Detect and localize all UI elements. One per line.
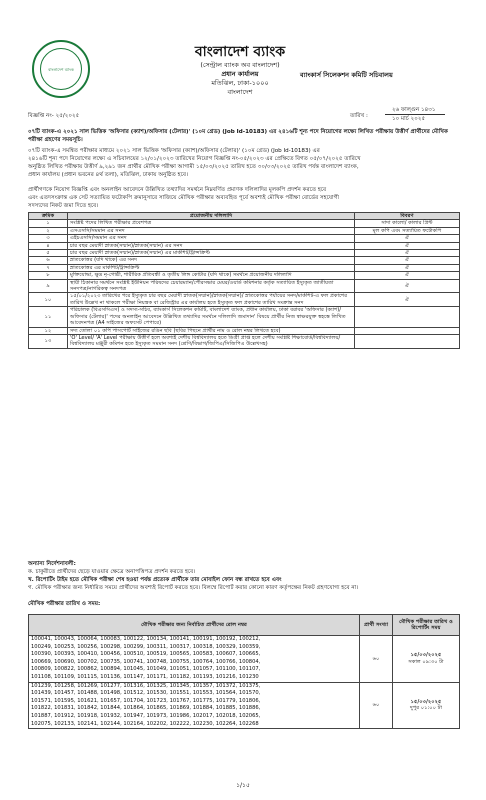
col-count: প্রার্থী সংখ্যা xyxy=(360,615,393,636)
logo-text: বাংলাদেশ ব্যাংক xyxy=(48,66,74,72)
paragraph-1-line: ০৭টি ব্যাংক-এ সমন্বিত পরীক্ষার মাধ্যমে ২০২১ সাল ভিত্তিক 'অফিসার (ক্যাশ)/অফিসার (টেলার)' (১০ম গ্রেড) (Job Id-10183) এর xyxy=(28,148,320,154)
candidate-count: ৬০ xyxy=(360,682,393,729)
country: বাংলাদেশ xyxy=(227,88,253,96)
document-row xyxy=(29,242,460,249)
col-date-time: মৌখিক পরীক্ষার তারিখ ও রিপোর্টিং সময় xyxy=(393,615,460,636)
row-serial: ৬ xyxy=(29,257,68,264)
row-document: স্নাতকোত্তর এর মার্কশিট/ট্রান্সক্রিপ্ট xyxy=(68,264,355,271)
row-serial: ৫ xyxy=(29,250,68,257)
row-document: স্নাতকোত্তর (যদি থাকে) এর সনদ xyxy=(68,257,355,264)
date-label: তারিখ : xyxy=(350,113,368,119)
row-description: ঐ xyxy=(355,264,460,271)
row-description: ঐ xyxy=(355,279,460,293)
paragraph-2-line: সদস্যদের নিকট জমা দিতে হবে। xyxy=(28,203,99,209)
row-serial: ৩ xyxy=(29,235,68,242)
row-document: ১৫/০১/২০২৩ তারিখের পরে ইস্যুকৃত চার বছর মেয়াদী স্নাতক(সম্মান)/স্নাতক(সম্মান)/ স্নাতকোত্তর পর্যায়ের সনদ/মার্কশিট-এ ফল প্রকাশের তারিখ উল্লেখ না থাকলে পরীক্ষা নিয়ন্ত্রক বা রেজিস্ট্রার এর কার্যালয় হতে ইস্যুকৃত ফল প্রকাশের তারিখ সংক্রান্ত সনদ xyxy=(68,293,355,307)
schedule-title: মৌখিক পরীক্ষার তারিখ ও সময়: xyxy=(28,601,101,607)
row-serial: ১৩ xyxy=(29,334,68,348)
instruction-item: গ. মৌখিক পরীক্ষার জন্য নির্ধারিত সময়ে প্রার্থীদের অবশ্যই রিপোর্ট করতে হবে। বিলম্বে রিপোর্ট করার কোনো কারণ কর্তৃপক্ষের নিকট গ্রহণযোগ্য হবে না। xyxy=(28,585,359,591)
bank-logo xyxy=(32,40,90,98)
row-description: ঐ xyxy=(355,235,460,242)
col-serial: ক্রমিক xyxy=(29,213,68,220)
paragraph-1-line: অনুষ্ঠিত লিখিত পরীক্ষায় উত্তীর্ণ ৯,২৯১ জন প্রার্থীর মৌখিক পরীক্ষা আগামী ১৫/০৩/২০২৫ তারিখ হতে ৩০/০৩/২০২৫ তারিখ পর্যন্ত বাংলাদেশ ব্যাংক, xyxy=(28,164,359,170)
schedule-row xyxy=(29,682,460,729)
row-description: ঐ xyxy=(355,257,460,264)
documents-table xyxy=(28,212,460,349)
notice-title: ০৭টি ব্যাংক-এ ২০২১ সাল ভিত্তিক 'অফিসার (ক্যাশ)/অফিসার (টেলার)' (১০ম গ্রেড) (Job Id-10183) এর ২৪১৬টি শূন্য পদে নিয়োগের লক্ষ্যে লিখিত পরীক্ষায় উত্তীর্ণ প্রার্থীদের মৌখিক পরীক্ষা গ্রহণের সময়সূচি। xyxy=(28,129,448,143)
document-row xyxy=(29,235,460,242)
date-english: ১০ মার্চ ২০২৫ xyxy=(392,116,426,122)
col-description: বিবরণ xyxy=(355,213,460,220)
reporting-time: দুপুর ০১:০০ টা xyxy=(410,705,442,712)
roll-number-line: 101571, 101595, 101621, 101657, 101704, 101723, 101767, 101775, 101779, 101806, xyxy=(31,697,261,704)
instruction-item: খ. রিপোর্টিং টাইম হতে মৌখিক পরীক্ষা শেষ হওয়া পর্যন্ত প্রত্যেক প্রার্থীকে তার মোবাইল ফোন বন্ধ রাখতে হবে এবং xyxy=(28,577,282,583)
row-document: স্থায়ী ঠিকানার সমর্থনে সংশ্লিষ্ট ইউনিয়ন পরিষদের চেয়ারম্যান/পৌরসভার মেয়র/ওয়ার্ড কমিশনার কর্তৃক সত্যায়িত ইস্যুকৃত জাতীয়তা সনদপত্র/নাগরিকত্ব সনদপত্র xyxy=(68,279,355,293)
exam-date: ১৫/০৩/২০২৫ xyxy=(410,698,442,705)
date-bengali: ২৬ ফাল্গুন ১৪৩১ xyxy=(392,107,436,113)
paragraph-2-line: প্রার্থীগণকে নিয়োগ বিজ্ঞপ্তি এবং অনলাইন আবেদনে উল্লিখিত তথ্যাদির সমর্থনে নিম্নবর্ণিত প্রমাণক দলিলাদির মূলকপি প্রদর্শন করতে হবে xyxy=(28,187,327,193)
document-row xyxy=(29,264,460,271)
reporting-time: সকাল ০৯:৩০ টা xyxy=(408,658,444,665)
row-serial: ২ xyxy=(29,227,68,234)
paragraph-1-line: প্রধান কার্যালয় (প্রধান ভবনের ৪র্থ তলা), মতিঝিল, ঢাকায় অনুষ্ঠিত হবে। xyxy=(28,172,188,178)
row-description: ঐ xyxy=(355,242,460,249)
row-document: এসএসসি/সমমান এর সনদ xyxy=(68,227,355,234)
head-office: প্রধান কার্যালয় xyxy=(221,70,259,78)
row-description: ঐ xyxy=(355,272,460,279)
row-description xyxy=(355,334,460,348)
row-document: চার বছর মেয়াদী স্নাতক(সম্মান)/স্নাতক(সম্মান) এর মার্কশিট/ট্রান্সক্রিপ্ট xyxy=(68,250,355,257)
paragraph-1-line: ২৪১৬টি শূন্য পদে নিয়োগের লক্ষ্যে এ সচিবালয়ের ১২/০১/২০২৩ তারিখের নিয়োগ বিজ্ঞপ্তি নং-০৫/২০২৩ এর প্রেক্ষিতে বিগত ০৫/০৭/২০২৫ তারিখে xyxy=(28,156,361,162)
bank-english-name: (সেন্ট্রাল ব্যাংক অব বাংলাদেশ) xyxy=(200,61,280,69)
row-document: সদ্য তোলা ০১ কপি পাসপোর্ট সাইজের রঙিন ছবি (ছবির পিছনে প্রার্থীর নাম ও রোল নম্বর লিখতে হবে) xyxy=(68,327,355,334)
row-serial: ৪ xyxy=(29,242,68,249)
document-row xyxy=(29,227,460,234)
documents-table-body xyxy=(29,220,460,348)
instructions-title: অন্যান্য নির্দেশনাবলী: xyxy=(28,561,76,567)
schedule-table xyxy=(28,614,460,729)
schedule-table-header xyxy=(29,615,460,636)
schedule-row xyxy=(29,636,460,683)
schedule-table-body xyxy=(29,636,460,729)
bank-name: বাংলাদেশ ব্যাংক xyxy=(194,44,286,60)
documents-table-header xyxy=(29,213,460,220)
row-description xyxy=(355,327,460,334)
row-description: সাদা কালো/ কালার প্রিন্ট xyxy=(355,220,460,227)
document-row xyxy=(29,279,460,293)
row-document: 'O' Level/ 'A' Level পরীক্ষায় উত্তীর্ণ হলে অবশ্যই দেশীয় বিশ্ববিদ্যালয় হতে ডিগ্রী প্রাপ্ত হলে দেশীয় সংশ্লিষ্ট শিক্ষাবোর্ড/বিশ্ববিদ্যালয়/বিশ্ববিদ্যালয় মঞ্জুরী কমিশন হতে ইস্যুকৃত সমমান সনদ (শ্রেণি/বিভাগ/জিপিএ/সিজিপিএ উল্লেখসহ) xyxy=(68,334,355,348)
instructions xyxy=(28,560,460,592)
roll-number-line: 100249, 100253, 100256, 100298, 100299, 100311, 100317, 100318, 100329, 100359, xyxy=(31,643,261,650)
row-serial: ১১ xyxy=(29,307,68,327)
roll-number-line: 100669, 100690, 100702, 100735, 100741, 100748, 100755, 100764, 100766, 100804, xyxy=(31,658,261,665)
row-document: এইচএসসি/সমমান এর সনদ xyxy=(68,235,355,242)
row-serial: ১২ xyxy=(29,327,68,334)
row-document: মুক্তিযোদ্ধা, ক্ষুদ্র নৃ-গোষ্ঠী, শারীরিক প্রতিবন্ধী ও তৃতীয় লিঙ্গ কোটার (যদি থাকে) সমর্থনে প্রয়োজনীয় দলিলাদি xyxy=(68,272,355,279)
row-document: পরিচালক (বিএসসিএস) ও সদস্য-সচিব, ব্যাংকার্স সিলেকশন কমিটি, বাংলাদেশ ব্যাংক, প্রধান কার্যালয়, ঢাকা বরাবর 'অফিসার (ক্যাশ)/অফিসার (টেলার)' পদের অনলাইন আবেদনে উল্লিখিত তথ্যাদির সমর্থনে দলিলাদি জমাদান' বিষয়ে প্রার্থীর নিজ স্বাক্ষরযুক্ত স্বহস্তে লিখিত আবেদনপত্র (A4 সাইজের অফসেট পেপারে) xyxy=(68,307,355,327)
roll-number-line: 101887, 101912, 101918, 101932, 101947, 101973, 101986, 102017, 102018, 102065, xyxy=(31,712,261,719)
document-row xyxy=(29,250,460,257)
address: মতিঝিল, ঢাকা-১০০০ xyxy=(211,79,269,87)
roll-number-line: 100390, 100393, 100410, 100456, 100510, 100519, 100565, 100583, 100607, 100665, xyxy=(31,651,261,658)
instruction-item: ক. চাকুরীতে প্রার্থীদের ছেড়ে যাওয়ার ক্ষেত্রে অনাপত্তিপত্র প্রদর্শন করতে হবে। xyxy=(28,569,196,575)
roll-number-line: 102075, 102133, 102141, 102144, 102164, 102202, 102222, 102230, 102264, 102268 xyxy=(31,720,259,727)
row-description: মূল কপি এবং সত্যায়িত ফটোকপি xyxy=(355,227,460,234)
row-serial: ৮ xyxy=(29,272,68,279)
candidate-count: ৬০ xyxy=(360,636,393,683)
document-row xyxy=(29,220,460,227)
date-time-cell xyxy=(393,636,460,683)
row-document: সংশ্লিষ্ট পদের লিখিত পরীক্ষার প্রবেশপত্র xyxy=(68,220,355,227)
row-description xyxy=(355,307,460,327)
roll-number-line: 101239, 101258, 101269, 101277, 101316, 101325, 101345, 101357, 101372, 101375, xyxy=(31,682,261,689)
paragraph-1 xyxy=(28,147,460,179)
roll-number-line: 101439, 101457, 101488, 101498, 101512, 101530, 101551, 101553, 101564, 101570, xyxy=(31,690,261,697)
row-serial: ৭ xyxy=(29,264,68,271)
date-time-cell xyxy=(393,682,460,729)
row-serial: ১ xyxy=(29,220,68,227)
roll-number-line: 101822, 101831, 101842, 101844, 101864, 101865, 101869, 101884, 101885, 101886, xyxy=(31,705,261,712)
exam-date: ১৫/০৩/২০২৫ xyxy=(410,652,442,659)
office-name: ব্যাংকার্স সিলেকশন কমিটি সচিবালয় xyxy=(300,71,393,79)
document-row xyxy=(29,327,460,334)
row-serial: ৯ xyxy=(29,279,68,293)
paragraph-2-line: এবং এতদসংক্রান্ত এক সেট সত্যায়িত ফটোকপি ক্রমানুসারে সাজিয়ে মৌখিক পরীক্ষার অব্যবহিত পূর্বে অবশ্যই মৌখিক পরীক্ষা বোর্ডের সহযোগী xyxy=(28,195,339,201)
roll-numbers-cell xyxy=(29,636,360,683)
roll-number-line: 100041, 100043, 100064, 100083, 100122, 100134, 100141, 100191, 100192, 100212, xyxy=(31,636,261,642)
document-row xyxy=(29,307,460,327)
page-number: ১/১৫ xyxy=(236,782,250,789)
roll-number-line: 101108, 101109, 101115, 101136, 101147, 101171, 101182, 101193, 101216, 101230 xyxy=(31,673,259,680)
document-row xyxy=(29,257,460,264)
roll-numbers-cell xyxy=(29,682,360,729)
document-row xyxy=(29,334,460,348)
col-roll-numbers: মৌখিক পরীক্ষার জন্য নির্বাচিত প্রার্থীদের রোল নম্বর xyxy=(29,615,360,636)
row-document: চার বছর মেয়াদী স্নাতক(সম্মান)/স্নাতক(সম্মান) এর সনদ xyxy=(68,242,355,249)
logo-inner-ring xyxy=(40,48,82,90)
row-description: ঐ xyxy=(355,293,460,307)
roll-number-line: 100809, 100822, 100862, 100894, 101045, 101049, 101051, 101057, 101100, 101107, xyxy=(31,666,261,673)
col-document: প্রয়োজনীয় দলিলাদি xyxy=(68,213,355,220)
row-description: ঐ xyxy=(355,250,460,257)
notice-number: বিজ্ঞপ্তি নং- ২৫/২০২৫ xyxy=(28,113,80,119)
document-row xyxy=(29,272,460,279)
document-row xyxy=(29,293,460,307)
paragraph-2 xyxy=(28,186,460,210)
row-serial: ১০ xyxy=(29,293,68,307)
